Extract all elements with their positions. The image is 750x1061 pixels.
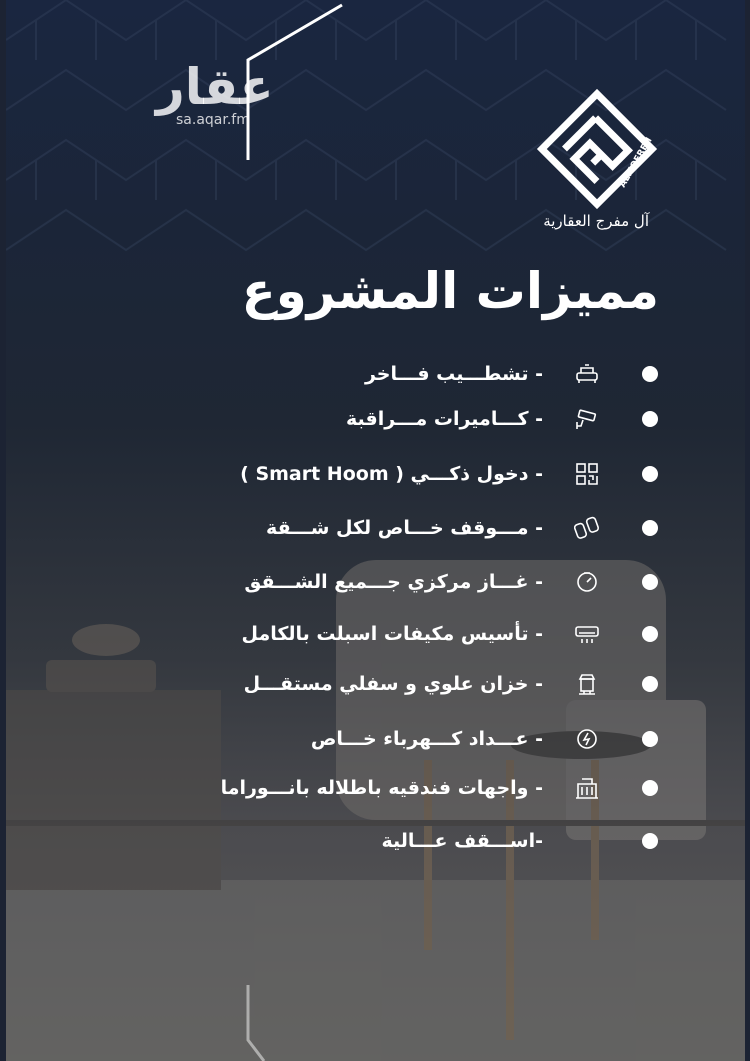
bullet	[642, 626, 658, 642]
aqar-watermark-url: sa.aqar.fm	[176, 112, 250, 128]
water-tank-icon	[574, 672, 600, 696]
gas-meter-icon	[574, 570, 600, 594]
feature-label: - عـــداد كـــهرباء خـــاص	[310, 728, 543, 750]
bullet	[642, 833, 658, 849]
bullet	[642, 574, 658, 590]
feature-label: - غـــاز مركزي جـــميع الشـــقق	[244, 571, 543, 593]
feature-item-smart-entry	[6, 454, 745, 494]
bullet	[642, 466, 658, 482]
page-title: مميزات المشروع	[241, 262, 659, 320]
feature-item-high-ceilings	[6, 821, 745, 861]
feature-item-finishing	[6, 354, 745, 394]
feature-item-electric-meter	[6, 719, 745, 759]
feature-label: - واجهات فندقيه باطلاله بانـــوراما	[220, 777, 543, 799]
security-camera-icon	[574, 407, 600, 431]
bullet	[642, 731, 658, 747]
bullet	[642, 520, 658, 536]
feature-label: - مـــوقف خـــاص لكل شـــقة	[266, 517, 543, 539]
feature-item-facades	[6, 768, 745, 808]
company-name: آل مفرج العقارية	[543, 212, 649, 230]
aqar-watermark: عقار	[156, 58, 274, 116]
electric-meter-icon	[574, 727, 600, 751]
bullet	[642, 676, 658, 692]
air-conditioner-icon	[574, 622, 600, 646]
bullet	[642, 411, 658, 427]
feature-label: - كـــاميرات مـــراقبة	[345, 408, 543, 430]
feature-item-parking	[6, 508, 745, 548]
feature-item-water-tank	[6, 664, 745, 704]
feature-label: - تشطـــيب فـــاخر	[364, 363, 543, 385]
feature-item-cameras	[6, 399, 745, 439]
bullet	[642, 780, 658, 796]
feature-label: -اســـقف عـــالية	[381, 830, 543, 852]
poster	[6, 0, 745, 1061]
qr-code-icon	[574, 462, 600, 486]
feature-item-split-ac	[6, 614, 745, 654]
logo-latin-text: ALMOFREH	[617, 135, 655, 190]
feature-item-central-gas	[6, 562, 745, 602]
feature-label: - خزان علوي و سفلي مستقـــل	[243, 673, 543, 695]
car-parking-icon	[574, 516, 600, 540]
feature-label: - تأسيس مكيفات اسبلت بالكامل	[241, 623, 543, 645]
building-facade-icon	[574, 776, 600, 800]
furniture-icon	[574, 362, 600, 386]
feature-label: - دخول ذكـــي ( Smart Hoom )	[240, 463, 543, 485]
bullet	[642, 366, 658, 382]
features-list	[6, 0, 745, 1061]
